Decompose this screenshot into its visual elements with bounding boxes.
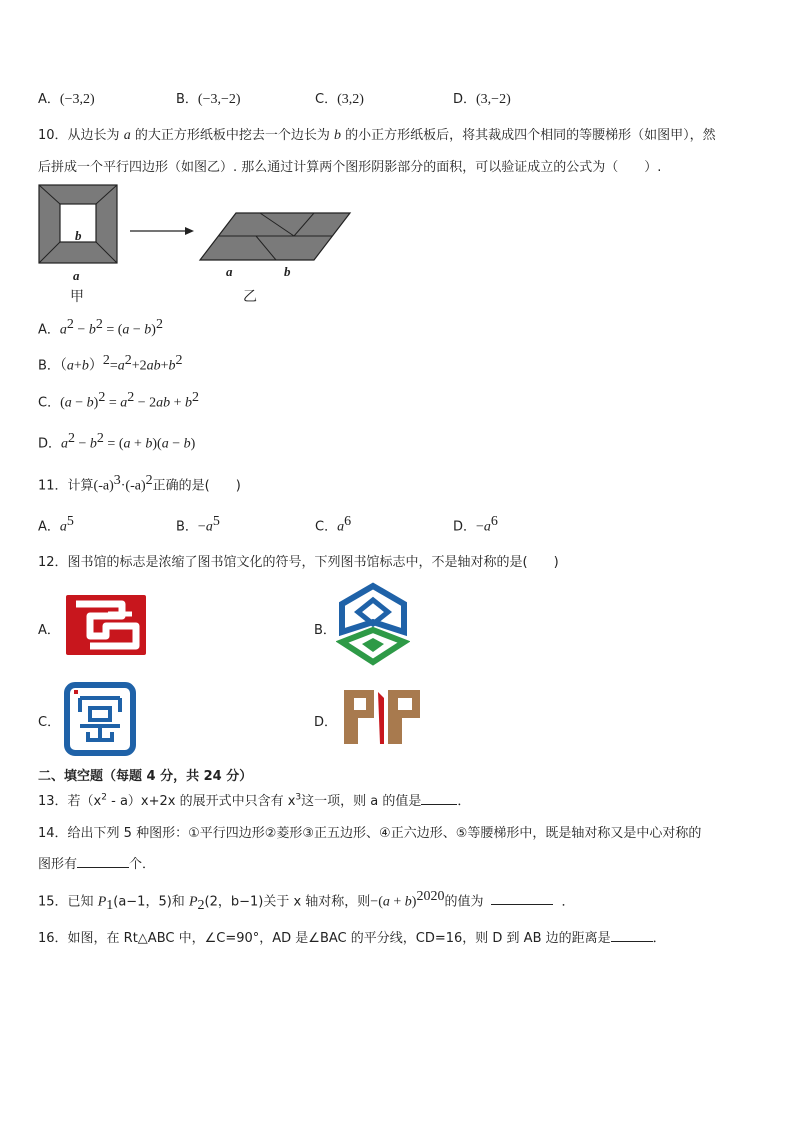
q15-answer-blank[interactable]	[491, 892, 553, 905]
figure-yi-label-b: b	[284, 264, 291, 279]
q15-text: ．	[561, 894, 575, 910]
q10-option-b-label: B．	[38, 358, 60, 374]
q10-option-c: C．$(a - b)^2 = a^2 - 2ab + b^2$	[38, 390, 200, 411]
q15-stem: 15．已知 $P_1(a-1$，5)和 $P_2(2$，b−1)关于 x 轴对称，则$-(a + b)^{2020}$的值为 ．	[38, 889, 575, 913]
q11-option-a: A．$a^5$	[38, 514, 74, 535]
q10-stem-line1	[38, 124, 716, 144]
q9-option-d-label: D．	[453, 92, 477, 107]
q10-var-a: a	[123, 128, 131, 143]
q16-answer-blank[interactable]	[611, 929, 653, 942]
q16-text: ．	[652, 931, 666, 946]
q9-options	[38, 88, 95, 108]
q10-text: 的小正方形纸板后，将其裁成四个相同的等腰梯形（如图甲），然	[340, 128, 716, 143]
q10-option-d-label: D．	[38, 436, 62, 452]
q12-option-c-label: C．	[38, 715, 61, 730]
q11-option-c: C．$a^6$	[315, 514, 352, 535]
q16-text: 16．如图，在 Rt△ABC 中，∠C=90°，AD 是∠BAC 的平分线，CD=16，则 D 到 AB 边的距离是	[38, 931, 611, 946]
q15-text: 的值为	[444, 894, 484, 910]
q11-option-d-label: D．	[453, 519, 477, 535]
q13-text: ．	[457, 794, 471, 809]
q14-text: 图形有	[38, 857, 78, 872]
q14-text: 个．	[129, 857, 156, 872]
q10-stem-line2: 后拼成一个平行四边形（如图乙）. 那么通过计算两个图形阴影部分的面积，可以验证成立的公式为（ ）.	[38, 160, 662, 175]
q12-stem: 12．图书馆的标志是浓缩了图书馆文化的符号，下列图书馆标志中，不是轴对称的是( )	[38, 555, 559, 570]
library-logo-a-icon	[62, 590, 150, 660]
q14-stem-line2	[38, 853, 155, 872]
q11-text: 正确的是( )	[152, 478, 241, 494]
figure-jia-caption: 甲	[70, 289, 84, 305]
q11-text: 11．计算	[38, 478, 94, 494]
figure-jia-square	[38, 184, 122, 270]
q9-option-a-label: A．	[38, 92, 60, 107]
q11-option-a-label: A．	[38, 519, 60, 535]
q9-option-c-label: C．	[315, 92, 338, 107]
q9-option-d	[453, 88, 511, 108]
section-title: 二、填空题（每题 4 分，共 24 分）	[38, 769, 253, 784]
q11-stem: 11．计算$(-a)^3\cdot(-a)^2$正确的是( )	[38, 473, 241, 494]
q9-option-c	[315, 88, 364, 108]
q10-text: 10．从边长为	[38, 128, 124, 143]
figure-jia-inner-label: b	[75, 228, 82, 243]
q16-stem	[38, 927, 666, 946]
q13-text: - a）x+2x 的展开式中只含有 x	[106, 794, 296, 809]
q9-option-c-value: (3,2)	[337, 92, 364, 107]
q12-option-b-label: B．	[314, 623, 336, 638]
q9-option-b-value: (−3,−2)	[197, 92, 241, 107]
q13-answer-blank[interactable]	[421, 792, 457, 805]
figure-yi-caption: 乙	[243, 289, 257, 305]
q9-option-b	[176, 88, 241, 108]
q10-option-a: A．$a^2 - b^2 = (a - b)^2$	[38, 317, 163, 338]
q10-option-a-label: A．	[38, 322, 60, 338]
q11-option-b-label: B．	[176, 519, 198, 535]
q10-option-b: B．$(a+b)^2=a^2+2ab+b^2$	[38, 353, 183, 374]
q13-text: 这一项，则 a 的值是	[301, 794, 422, 809]
arrow-icon	[128, 224, 196, 238]
figure-jia-bottom-label: a	[73, 268, 80, 283]
library-logo-c-icon	[64, 682, 136, 756]
q14-stem-line1: 14．给出下列 5 种图形：①平行四边形②菱形③正五边形、④正六边形、⑤等腰梯形中，既是轴对称又是中心对称的	[38, 826, 702, 841]
figure-yi-parallelogram	[198, 210, 354, 264]
logo-c-maze	[80, 698, 120, 740]
library-logo-d-icon	[338, 684, 428, 754]
figure-yi-label-a: a	[226, 264, 233, 279]
q14-answer-blank[interactable]	[77, 855, 129, 868]
q10-option-c-label: C．	[38, 395, 61, 411]
q15-text: (a−1，5)和	[113, 894, 189, 910]
q11-option-b: B．$-a^5$	[176, 514, 220, 535]
q11-option-d: D．$-a^6$	[453, 514, 498, 535]
q9-option-d-value: (3,−2)	[476, 92, 511, 107]
q10-option-d: D．$a^2 - b^2 = (a + b)(a - b)$	[38, 431, 196, 452]
q12-option-d-label: D．	[314, 715, 338, 730]
q10-text: 的大正方形纸板中挖去一个边长为	[130, 128, 334, 143]
q11-option-c-label: C．	[315, 519, 338, 535]
q15-text: 15．已知	[38, 894, 98, 910]
library-logo-b-icon	[336, 582, 410, 668]
q9-option-a-value: (−3,2)	[59, 92, 95, 107]
q12-option-a-label: A．	[38, 623, 60, 638]
q15-text: (2，b−1)关于 x 轴对称，则	[204, 894, 371, 910]
q13-stem: 13．若$(x^2 - a)x+2x$ 的展开式中只含有 $x^3$这一项，则 a 的值是 ．	[38, 792, 471, 809]
q9-option-b-label: B．	[176, 92, 198, 107]
q13-text: 13．若（x	[38, 794, 102, 809]
q10-var-b: b	[333, 128, 341, 143]
